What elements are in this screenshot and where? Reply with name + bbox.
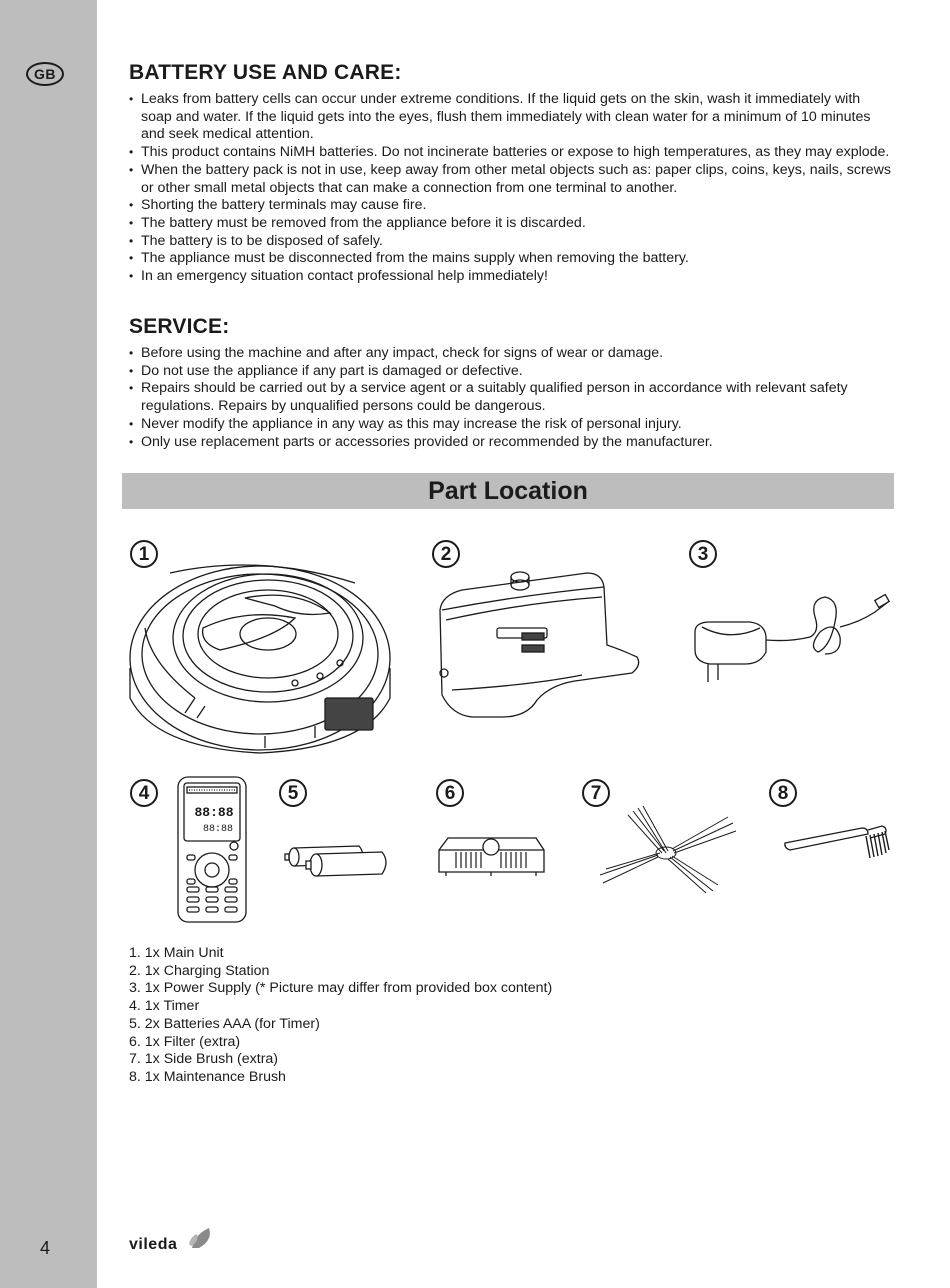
- batteries-illustration: [284, 840, 392, 885]
- list-item: • Leaks from battery cells can occur under extreme conditions. If the liquid gets on the skin, wash it immediately with soap and water. If the liquid gets into the eyes, flush them immediately with clean water for a minimum of 10 minutes and seek medical attention.: [129, 91, 891, 144]
- side-brush-illustration: [598, 803, 738, 895]
- list-item: 3. 1x Power Supply (* Picture may differ from provided box content): [129, 980, 553, 997]
- list-item: • Only use replacement parts or accessories provided or recommended by the manufacturer.: [129, 434, 891, 452]
- callout-6: 6: [436, 779, 464, 807]
- list-item: 4. 1x Timer: [129, 998, 200, 1015]
- power-supply-illustration: [690, 592, 895, 687]
- list-item: 2. 1x Charging Station: [129, 962, 270, 979]
- parts-list: [129, 945, 552, 1087]
- list-item: • The appliance must be disconnected from the mains supply when removing the battery.: [129, 250, 891, 268]
- timer-remote-illustration: [175, 775, 250, 925]
- callout-2: 2: [432, 540, 460, 568]
- language-badge: GB: [26, 62, 64, 86]
- list-item: • Shorting the battery terminals may cause fire.: [129, 197, 891, 215]
- callout-1: 1: [130, 540, 158, 568]
- sidebar: [0, 0, 97, 1288]
- callout-3: 3: [689, 540, 717, 568]
- service-heading: SERVICE:: [129, 315, 230, 338]
- timer-small-display: 88:88: [202, 824, 234, 835]
- list-item: • Do not use the appliance if any part is damaged or defective.: [129, 363, 891, 381]
- callout-4: 4: [130, 779, 158, 807]
- maintenance-brush-illustration: [782, 818, 892, 863]
- part-location-banner: Part Location: [122, 473, 894, 509]
- list-item: 5. 2x Batteries AAA (for Timer): [129, 1015, 320, 1032]
- list-item: 6. 1x Filter (extra): [129, 1033, 241, 1050]
- page-number: 4: [40, 1238, 51, 1258]
- vileda-logo: [129, 1226, 219, 1260]
- service-list: [129, 345, 891, 451]
- list-item: 1. 1x Main Unit: [129, 945, 224, 961]
- charging-station-illustration: [432, 565, 642, 725]
- list-item: • The battery is to be disposed of safely.: [129, 233, 891, 251]
- battery-list: [129, 91, 891, 286]
- callout-5: 5: [279, 779, 307, 807]
- callout-8: 8: [769, 779, 797, 807]
- list-item: • This product contains NiMH batteries. Do not incinerate batteries or expose to high temperatures, as they may explode.: [129, 144, 891, 162]
- list-item: • Never modify the appliance in any way as this may increase the risk of personal injury.: [129, 416, 891, 434]
- list-item: • When the battery pack is not in use, keep away from other metal objects such as: paper clips, coins, keys, nails, screws or other small metal objects that can make a connection from one terminal to another.: [129, 162, 891, 197]
- list-item: 8. 1x Maintenance Brush: [129, 1068, 286, 1085]
- callout-7: 7: [582, 779, 610, 807]
- list-item: 7. 1x Side Brush (extra): [129, 1051, 279, 1068]
- list-item: • Before using the machine and after any impact, check for signs of wear or damage.: [129, 345, 891, 363]
- leaf-icon: [187, 1226, 217, 1252]
- battery-section: [129, 61, 891, 286]
- service-section: [129, 315, 891, 451]
- filter-illustration: [436, 830, 548, 880]
- brand-name: vileda: [129, 1236, 178, 1253]
- list-item: • In an emergency situation contact professional help immediately!: [129, 268, 891, 286]
- list-item: • Repairs should be carried out by a service agent or a suitably qualified person in accordance with relevant safety regulations. Repairs by unqualified persons could be dangerous.: [129, 380, 891, 415]
- robot-vacuum-illustration: [125, 558, 395, 758]
- list-item: • The battery must be removed from the appliance before it is discarded.: [129, 215, 891, 233]
- timer-main-display: 88:88: [194, 805, 234, 820]
- battery-heading: BATTERY USE AND CARE:: [129, 61, 402, 84]
